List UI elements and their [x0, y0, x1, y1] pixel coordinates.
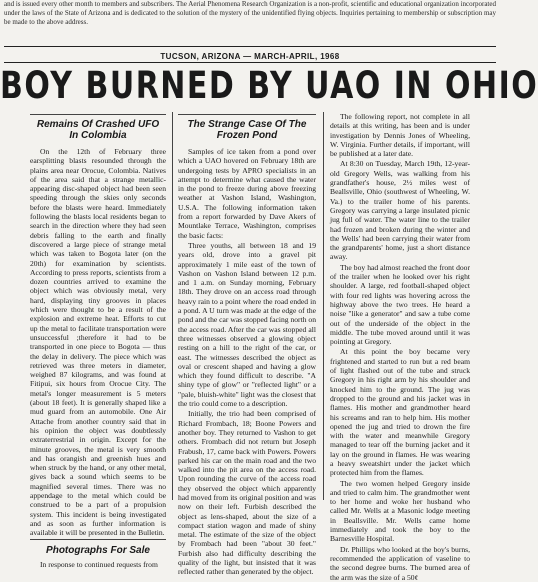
article-paragraph: The following report, not complete in all details at this writing, has been and is under investigation by Dennis Jones of Wheeling, W. Virginia. Further details, if important, will be published at a later date.: [330, 112, 470, 159]
heading-line-2: In Colombia: [69, 130, 127, 141]
section-rule: [178, 114, 316, 115]
article-paragraph: Samples of ice taken from a pond over which a UAO hovered on February 18th are undergoing tests by APRO specialists in an attempt to determine what caused the water in the pond to freeze during above freezing weather at Vashon Island, Washington, U.S.A. The following information taken from a report forwarded by Dave Akers of Mountlake Terrace, Washington, comprises the basic facts:: [178, 147, 316, 240]
top-rule: [4, 46, 496, 47]
article-paragraph: On the 12th of February three earsplitting blasts resounded through the plains area near Orocue, Colombia. Natives of the area said that a strange metallic-appearing disc-shaped object had been seen speeding through the skies only seconds before the blasts were heard. Immediately following the blasts local residents began to search in the direction where they had seen debris falling to the earth and finally discovered a large piece of strange metal which was taken to Bogota later (on the 20th) for examination by scientists. According to press reports, scientists from a dozen countries arrived to examine the object which was obviously metal, very hard, displaying tiny grooves in places which were thought to be a result of the explosion and extreme heat. Efforts to cut up the metal to facilitate transportation were unsuccessful ;therefore it had to be transported in one piece to Bogota — thus the delay in delivery. The piece which was retrieved was three meters in diameter, weighed 87 kilograms, and was found at Fitipui, six hours from Orocue City. The metal's longer measurement is 5 meters (about 18 feet). It is generally shaped like a mud guard from an automobile. One Air Attache from another country said that in his opinion the object was doubtlessly extraterrestrial in origin. Except for the minute grooves, the metal is very smooth and has orangish and greenish hues and when struck by the hand, or any other metal, gives back a sound which seems to be magnified several times. There was no appendage to the metal which could be construed to be a part of a propulsion system. This incident is being investigated and as soon as further information is available it will be presented in the Bulletin.: [30, 147, 166, 538]
article-ohio-boy: [330, 112, 470, 582]
section-rule: [30, 539, 166, 540]
article-heading-colombia: [30, 119, 166, 141]
article-paragraph: The boy had almost reached the front door of the trailer when he looked over his right shoulder. A large, red football-shaped object with four red lights was hovering across the highway above the two trees. He heard a noise "like a generator" and saw a tube come out of the underside of the object in the middle. The tube moved around until it was pointing at Gregory.: [330, 262, 470, 347]
column-divider-1: [172, 112, 173, 500]
article-paragraph: At this point the boy became very frightened and started to run but a red beam of light flashed out of the tube and struck Gregory in his right arm by his shoulder and knocked him to the ground. The jug was dropped to the ground and his jacket was in flames. His mother and grandmother heard his screams and ran to help him. His mother opened the jug and tried to drown the fire with the water and meanwhile Gregory managed to tear off the burning jacket and it lay on the ground in flames. He was wearing a heavy sweatshirt under the jacket which protected him from the flames.: [330, 347, 470, 478]
section-rule: [30, 114, 166, 115]
heading-line-1: The Strange Case Of The: [187, 119, 307, 130]
dateline: TUCSON, ARIZONA — MARCH-APRIL, 1968: [160, 52, 340, 61]
masthead-note: and is issued every other month to members and subscribers. The Aerial Phenomena Research Organization is a non-profit, scientific and educational organization incorporated under the laws of the State of Arizona and is dedicated to the solution of the mystery of the unidentified flying objects. Inquiries pertaining to membership or subscription may be made to the above address.: [4, 0, 496, 26]
heading-line-2: Frozen Pond: [216, 130, 278, 141]
article-paragraph: The two women helped Gregory inside and tried to calm him. The grandmother went to her home and woke her husband who called Mr. Wells at a Masonic lodge meeting in Beallsville. Mr. Wells came home immediately and took the boy to the Barnesville Hospital.: [330, 478, 470, 544]
article-paragraph: Three youths, all between 18 and 19 years old, drove into a gravel pit approximately 1 mile east of the town of Vashon on Vashon Island between 12 p.m. and 1 a.m. on Sunday morning, February 18th. They drove on an access road through heavy rain to a point where the road ended in a pond. A U turn was made at the edge of the pond and the car was stopped facing north on the access road. After the car was stopped all three witnesses observed a glowing object resting on a hill to the right of the car, or east. The witnesses described the object as oval or crescent shaped and having a glow which they found difficult to describe. "A shiny type of glow" or "reflected light" or a "pale, bluish-white" light was the closest that the trio could come to a description.: [178, 240, 316, 409]
dateline-rule: [4, 62, 496, 63]
article-heading-frozen-pond: [178, 119, 316, 141]
article-colombia: [30, 112, 166, 569]
article-paragraph: Dr. Phillips who looked at the boy's burns, recommended the application of vaseline to the second degree burns. The burned area of the arm was the size of a 50¢: [330, 544, 470, 582]
heading-line-1: Remains Of Crashed UFO: [36, 119, 160, 130]
article-paragraph: Initially, the trio had been comprised of Richard Frombach, 18; Boone Powers and another boy. They returned to Vashon to get others. Frombach did not return but Joseph Frabush, 17, came back with Powers. Powers parked his car on the main road and the two walked into the pit area on the access road. Upon rounding the curve of the access road they observed the object which apparently had moved from its original position and was now on their left. Furbish described the object as lens-shaped, about the size of a compact station wagon and made of shiny metal. The estimate of the size of the object by Frombach had been "about 30 feet." Furbish also had difficulty describing the quality of the light, but insisted that it was reflected rather than generated by the object.: [178, 409, 316, 577]
headline: BOY BURNED BY UAO IN OHIO: [0, 64, 538, 108]
article-paragraph: At 8:30 on Tuesday, March 19th, 12-year-old Gregory Wells, was walking from his grandfather's house, 2½ miles west of Beallsville, Ohio (southwest of Wheeling, W. Va.) to the trailer home of his parents. Gregory was carrying a large insulated picnic jug full of water. The water line to the trailer had frozen and broken during the winter and the Wells' had been carrying their water from the grandparents' home, just a short distance away.: [330, 159, 470, 262]
article-paragraph: In response to continued requests from: [40, 559, 158, 569]
photographs-heading: Photographs For Sale: [46, 545, 150, 557]
article-frozen-pond: [178, 112, 316, 577]
column-divider-2: [323, 112, 324, 500]
